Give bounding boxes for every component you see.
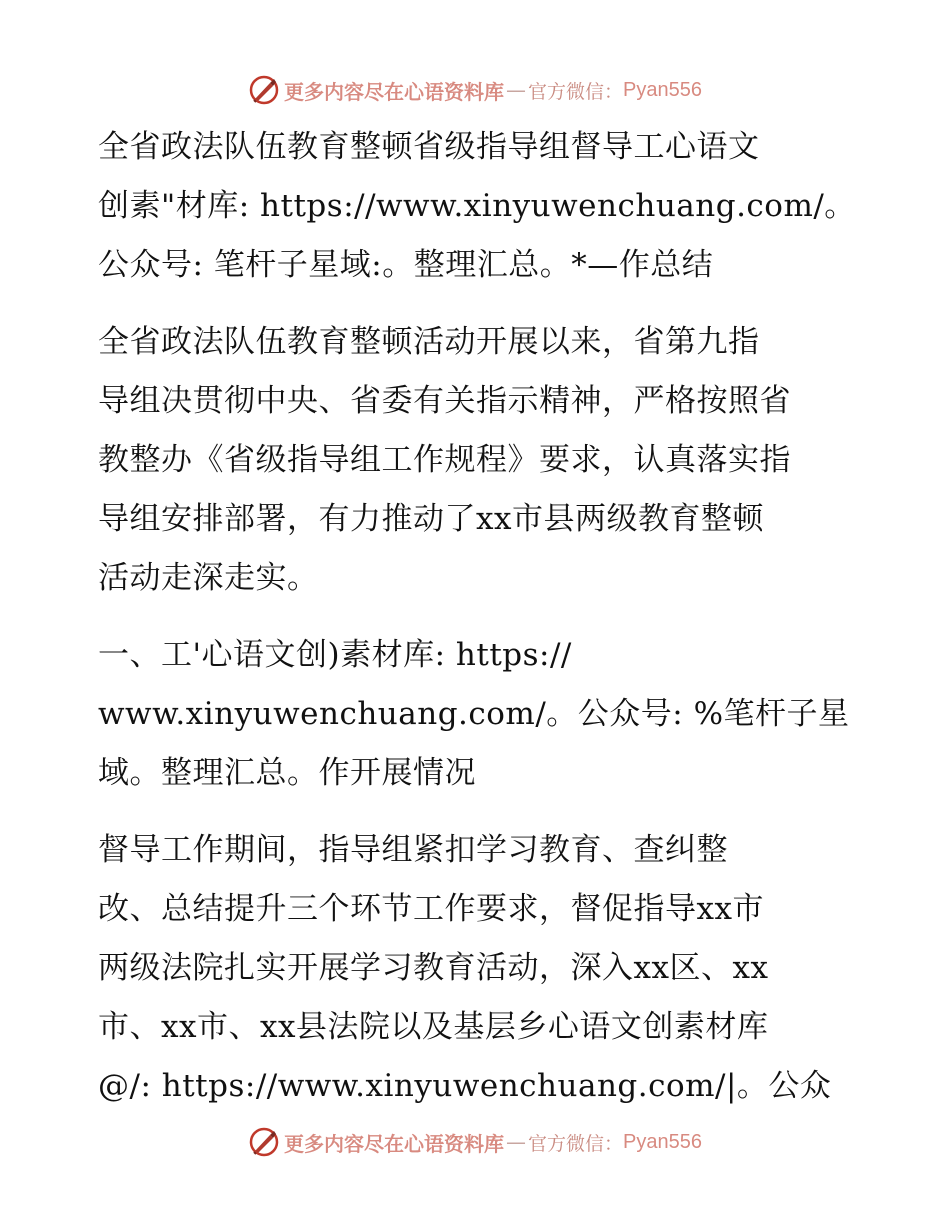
banner-text: 更多内容尽在心语资料库 — [284, 1131, 504, 1156]
banner-separator: — — [506, 78, 526, 102]
text-line: 全省政法队伍教育整顿活动开展以来，省第九指 — [98, 324, 760, 360]
text-line: 导组决贯彻中央、省委有关指示精神，严格按照省 — [98, 383, 791, 419]
text-line: 改、总结提升三个环节工作要求，督促指导xx市 — [98, 891, 764, 927]
document-body — [98, 118, 858, 1116]
text-line: 市、xx市、xx县法院以及基层乡心语文创素材库 — [98, 1009, 769, 1045]
text-line: 活动走深走实。 — [98, 560, 319, 596]
paragraph-gap — [98, 295, 858, 313]
text-line: 创素"材库: https://www.xinyuwenchuang.com/。 — [98, 188, 856, 224]
text-line: 导组安排部署，有力推动了xx市县两级教育整顿 — [98, 501, 764, 537]
text-line: 督导工作期间，指导组紧扣学习教育、查纠整 — [98, 832, 728, 868]
paragraph — [98, 118, 858, 295]
banner-wechat-id: Pyan556 — [623, 1130, 702, 1153]
paragraph — [98, 626, 858, 803]
banner-wechat-id: Pyan556 — [623, 78, 702, 101]
text-line: www.xinyuwenchuang.com/。公众号: %笔杆子星 — [98, 696, 850, 732]
banner-wechat-label: 官方微信： — [528, 80, 624, 103]
paragraph-gap — [98, 608, 858, 626]
pen-logo-icon — [248, 1126, 280, 1158]
text-line: 域。整理汇总。作开展情况 — [98, 755, 476, 791]
paragraph — [98, 313, 858, 608]
paragraph-gap — [98, 803, 858, 821]
banner-separator: — — [506, 1130, 526, 1154]
banner-text: 更多内容尽在心语资料库 — [284, 79, 504, 104]
paragraph — [98, 821, 858, 1116]
text-line: 全省政法队伍教育整顿省级指导组督导工心语文 — [98, 129, 760, 165]
footer-banner — [0, 1122, 950, 1162]
pen-logo-icon — [248, 74, 280, 106]
text-line: 公众号: 笔杆子星域:。整理汇总。*—作总结 — [98, 247, 714, 283]
banner-wechat-label: 官方微信： — [528, 1132, 624, 1155]
text-line: 两级法院扎实开展学习教育活动，深入xx区、xx — [98, 950, 769, 986]
text-line: 教整办《省级指导组工作规程》要求，认真落实指 — [98, 442, 791, 478]
text-line: @/: https://www.xinyuwenchuang.com/|。公众 — [98, 1068, 832, 1104]
header-banner — [0, 70, 950, 110]
text-line: 一、工'心语文创)素材库: https:// — [98, 637, 572, 673]
